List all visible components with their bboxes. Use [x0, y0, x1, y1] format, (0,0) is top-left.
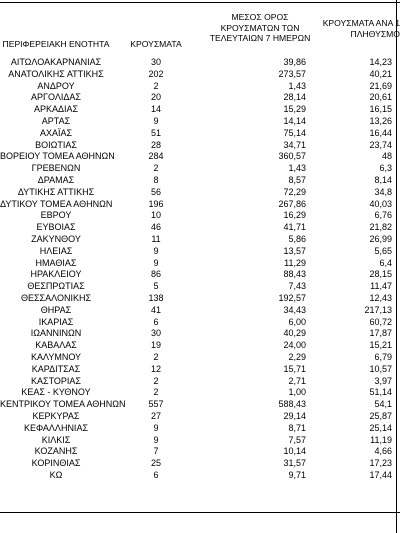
cell-7day-average: 39,86	[283, 57, 306, 67]
cell-cases-per-population: 16,44	[369, 127, 392, 138]
cell-cases-per-population: 15,21	[369, 340, 392, 351]
cell-7day-average: 16,29	[283, 210, 306, 221]
cell-cases: 12	[150, 363, 161, 374]
cell-cases: 2	[153, 163, 159, 174]
cell-7day-average: 2,29	[288, 351, 306, 362]
cell-cases-per-population: 8,14	[374, 174, 392, 185]
cell-cases-per-population: 14,23	[369, 57, 392, 67]
cell-cases: 8	[153, 174, 159, 185]
table-row	[0, 258, 400, 270]
cell-cases: 30	[150, 328, 161, 339]
cell-region: ΓΡΕΒΕΝΩΝ	[31, 163, 81, 174]
table-row	[0, 187, 400, 199]
cell-region: ΑΝΑΤΟΛΙΚΗΣ ΑΤΤΙΚΗΣ	[8, 68, 104, 79]
cell-7day-average: 14,14	[283, 115, 306, 126]
cell-cases: 11	[151, 233, 161, 244]
cell-cases-per-population: 16,15	[369, 104, 392, 115]
cell-region: ΚΩ	[49, 469, 63, 480]
cell-7day-average: 1,43	[288, 80, 306, 91]
table-row	[0, 317, 400, 329]
table-row	[0, 470, 400, 482]
cell-cases: 2	[153, 351, 159, 362]
cell-7day-average: 28,14	[283, 92, 306, 103]
cell-region: ΘΕΣΠΡΩΤΙΑΣ	[27, 281, 85, 292]
cell-region: ΘΕΣΣΑΛΟΝΙΚΗΣ	[20, 292, 92, 303]
cell-region: ΕΥΒΟΙΑΣ	[36, 222, 76, 233]
table-row	[0, 210, 400, 222]
cell-7day-average: 1,43	[288, 163, 306, 174]
cell-cases: 20	[150, 92, 161, 103]
cell-region: ΚΑΛΥΜΝΟΥ	[30, 351, 82, 362]
cell-cases: 9	[153, 245, 159, 256]
cell-7day-average: 1,00	[288, 387, 306, 398]
cell-7day-average: 9,71	[288, 469, 306, 480]
table-row	[0, 340, 400, 352]
cell-7day-average: 192,57	[278, 292, 306, 303]
cell-cases: 9	[153, 434, 159, 445]
cell-cases-per-population: 21,69	[369, 80, 392, 91]
table-row	[0, 269, 400, 281]
cell-7day-average: 360,57	[278, 151, 306, 162]
cell-region: ΑΧΑΪΑΣ	[39, 127, 73, 138]
cell-cases: 2	[153, 375, 159, 386]
cell-cases: 28	[150, 139, 161, 150]
cell-region: ΖΑΚΥΝΘΟΥ	[31, 233, 81, 244]
cell-region: ΚΟΡΙΝΘΙΑΣ	[31, 458, 81, 469]
cell-cases: 138	[148, 292, 164, 303]
cell-cases-per-population: 25,14	[369, 422, 392, 433]
cell-7day-average: 10,14	[283, 446, 306, 457]
cell-cases: 9	[153, 257, 159, 268]
table-row	[0, 423, 400, 435]
cell-cases: 46	[150, 222, 161, 233]
cell-region: ΔΥΤΙΚΗΣ ΑΤΤΙΚΗΣ	[17, 186, 95, 197]
cell-7day-average: 7,57	[288, 434, 306, 445]
table-row	[0, 376, 400, 388]
cell-cases: 557	[148, 399, 164, 410]
table-row	[0, 57, 400, 69]
cell-7day-average: 34,71	[283, 139, 306, 150]
cell-region: ΑΡΤΑΣ	[41, 115, 71, 126]
bottom-border	[0, 512, 400, 513]
cell-cases: 25	[150, 458, 161, 469]
table-row	[0, 234, 400, 246]
cell-region: ΔΡΑΜΑΣ	[37, 174, 75, 185]
cell-7day-average: 7,43	[288, 281, 306, 292]
cell-region: ΙΚΑΡΙΑΣ	[38, 316, 74, 327]
cell-cases-per-population: 6,76	[374, 210, 392, 221]
table-row	[0, 387, 400, 399]
cell-cases-per-population: 60,72	[369, 316, 392, 327]
cell-7day-average: 72,29	[283, 186, 306, 197]
header-7day-average: ΜΕΣΟΣ ΟΡΟΣ ΚΡΟΥΣΜΑΤΩΝ ΤΩΝ ΤΕΛΕΥΤΑΙΩΝ 7 ΗΜΕΡΩΝ	[209, 12, 311, 43]
cell-cases-per-population: 217,13	[364, 304, 392, 315]
cell-region: ΘΗΡΑΣ	[40, 304, 72, 315]
table-row	[0, 81, 400, 93]
table-row	[0, 458, 400, 470]
header-cases-per-population: ΚΡΟΥΣΜΑΤΑ ΑΝΑ 1 ΠΛΗΘΥΣΜΟ	[322, 18, 400, 39]
cell-7day-average: 6,00	[288, 316, 306, 327]
table-row	[0, 199, 400, 211]
cell-cases: 10	[150, 210, 161, 221]
cell-cases-per-population: 11,47	[370, 281, 392, 292]
cell-cases-per-population: 17,23	[369, 458, 392, 469]
cell-7day-average: 8,57	[288, 174, 306, 185]
cell-cases-per-population: 10,57	[369, 363, 392, 374]
cell-cases: 196	[148, 198, 164, 209]
cell-region: ΚΕΦΑΛΛΗΝΙΑΣ	[23, 422, 89, 433]
cell-cases-per-population: 26,99	[369, 233, 392, 244]
cell-cases: 56	[150, 186, 161, 197]
cell-region: ΗΛΕΙΑΣ	[39, 245, 73, 256]
cell-cases: 86	[150, 269, 161, 280]
table-row	[0, 222, 400, 234]
table-row	[0, 140, 400, 152]
cell-7day-average: 75,14	[283, 127, 306, 138]
top-border	[0, 2, 400, 3]
cell-7day-average: 31,57	[283, 458, 306, 469]
cell-7day-average: 267,86	[278, 198, 306, 209]
table-row	[0, 328, 400, 340]
cell-cases-per-population: 40,03	[369, 198, 392, 209]
table-row	[0, 104, 400, 116]
header-cases: ΚΡΟΥΣΜΑΤΑ	[130, 39, 182, 49]
table-row	[0, 435, 400, 447]
cell-7day-average: 11,29	[284, 257, 306, 268]
cell-cases-per-population: 23,74	[369, 139, 392, 150]
cell-cases-per-population: 40,21	[369, 68, 392, 79]
cell-region: ΑΙΤΩΛΟΑΚΑΡΝΑΝΙΑΣ	[10, 57, 102, 67]
cell-cases: 51	[150, 127, 161, 138]
table-row	[0, 69, 400, 81]
cell-7day-average: 24,00	[283, 340, 306, 351]
cell-cases-per-population: 17,44	[369, 469, 392, 480]
cell-7day-average: 8,71	[288, 422, 306, 433]
cell-7day-average: 13,57	[283, 245, 306, 256]
cell-region: ΚΑΒΑΛΑΣ	[35, 340, 77, 351]
table-row	[0, 92, 400, 104]
cell-region: ΗΡΑΚΛΕΙΟΥ	[30, 269, 82, 280]
cell-cases: 2	[153, 387, 159, 398]
cell-7day-average: 273,57	[278, 68, 306, 79]
cell-cases: 9	[153, 115, 159, 126]
cell-cases: 30	[150, 57, 161, 67]
table-row	[0, 116, 400, 128]
table-row	[0, 364, 400, 376]
cell-region: ΑΡΚΑΔΙΑΣ	[33, 104, 79, 115]
cell-cases: 6	[153, 469, 159, 480]
cell-cases-per-population: 34,8	[374, 186, 392, 197]
cell-7day-average: 2,71	[288, 375, 306, 386]
table-row	[0, 128, 400, 140]
cell-region: ΙΩΑΝΝΙΝΩΝ	[30, 328, 82, 339]
cell-7day-average: 29,14	[283, 410, 306, 421]
cell-region: ΚΕΑΣ - ΚΥΘΝΟΥ	[21, 387, 91, 398]
cell-cases-per-population: 11,19	[370, 434, 392, 445]
cell-cases: 5	[153, 281, 159, 292]
cell-cases: 41	[150, 304, 161, 315]
cell-region: ΕΒΡΟΥ	[40, 210, 72, 221]
table-row	[0, 163, 400, 175]
cell-cases-per-population: 48	[381, 151, 392, 162]
cell-cases: 6	[153, 316, 159, 327]
cell-cases-per-population: 3,97	[374, 375, 392, 386]
table-row	[0, 446, 400, 458]
cell-cases-per-population: 6,79	[374, 351, 392, 362]
cell-cases-per-population: 4,66	[374, 446, 392, 457]
table-row	[0, 151, 400, 163]
cell-7day-average: 5,86	[288, 233, 306, 244]
cell-cases-per-population: 51,14	[369, 387, 392, 398]
cell-cases-per-population: 13,26	[369, 115, 392, 126]
cell-region: ΒΟΙΩΤΙΑΣ	[35, 139, 77, 150]
cell-region: ΗΜΑΘΙΑΣ	[35, 257, 77, 268]
cell-7day-average: 34,43	[283, 304, 306, 315]
table-body	[0, 57, 400, 482]
cell-7day-average: 41,71	[283, 222, 306, 233]
cell-region: ΑΝΔΡΟΥ	[37, 80, 75, 91]
cell-cases-per-population: 17,87	[369, 328, 392, 339]
table-row	[0, 281, 400, 293]
cell-cases: 27	[150, 410, 161, 421]
cell-cases-per-population: 28,15	[369, 269, 392, 280]
header-region: ΠΕΡΙΦΕΡΕΙΑΚΗ ΕΝΟΤΗΤΑ	[2, 39, 110, 49]
cell-7day-average: 588,43	[278, 399, 306, 410]
cell-cases-per-population: 6,4	[379, 257, 392, 268]
cell-cases: 19	[150, 340, 161, 351]
cell-region: ΚΕΝΤΡΙΚΟΥ ΤΟΜΕΑ ΑΘΗΝΩΝ	[0, 399, 126, 410]
cell-region: ΑΡΓΟΛΙΔΑΣ	[31, 92, 81, 103]
cell-cases: 14	[150, 104, 161, 115]
table-row	[0, 411, 400, 423]
cell-7day-average: 15,29	[283, 104, 306, 115]
cell-region: ΚΙΛΚΙΣ	[41, 434, 71, 445]
table-row	[0, 399, 400, 411]
cell-7day-average: 88,43	[283, 269, 306, 280]
table-row	[0, 293, 400, 305]
cell-region: ΒΟΡΕΙΟΥ ΤΟΜΕΑ ΑΘΗΝΩΝ	[0, 151, 115, 162]
cell-cases: 202	[148, 68, 164, 79]
cell-cases: 9	[153, 422, 159, 433]
cell-region: ΚΑΣΤΟΡΙΑΣ	[31, 375, 81, 386]
cell-region: ΚΟΖΑΝΗΣ	[34, 446, 78, 457]
cell-cases-per-population: 20,61	[369, 92, 392, 103]
cell-cases: 284	[148, 151, 164, 162]
cell-region: ΚΑΡΔΙΤΣΑΣ	[31, 363, 81, 374]
cell-cases-per-population: 5,65	[374, 245, 392, 256]
cell-cases-per-population: 25,87	[369, 410, 392, 421]
table-row	[0, 305, 400, 317]
cell-7day-average: 15,71	[283, 363, 306, 374]
cell-7day-average: 40,29	[283, 328, 306, 339]
cell-cases-per-population: 12,43	[369, 292, 392, 303]
cell-region: ΚΕΡΚΥΡΑΣ	[32, 410, 80, 421]
cell-cases: 2	[153, 80, 159, 91]
cell-cases-per-population: 21,82	[369, 222, 392, 233]
cell-cases: 7	[153, 446, 159, 457]
table-row	[0, 246, 400, 258]
table-row	[0, 352, 400, 364]
table-row	[0, 175, 400, 187]
cell-cases-per-population: 6,3	[379, 163, 392, 174]
cell-region: ΔΥΤΙΚΟΥ ΤΟΜΕΑ ΑΘΗΝΩΝ	[0, 198, 113, 209]
cell-cases-per-population: 54,1	[374, 399, 392, 410]
